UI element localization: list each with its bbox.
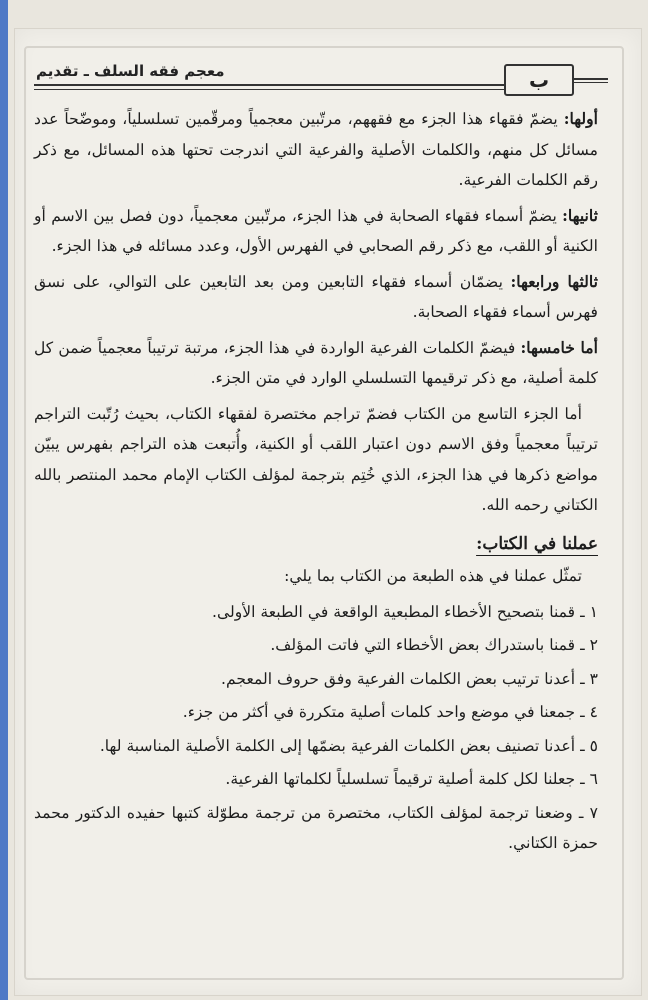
list-item: ٦ ـ جعلنا لكل كلمة أصلية ترقيماً تسلسلياً لكلماتها الفرعية. — [225, 770, 598, 788]
page-number: ب — [504, 64, 574, 96]
paragraph-text: فيضمّ الكلمات الفرعية الواردة في هذا الجزء، مرتبة ترتيباً معجمياً ضمن كل كلمة أصلية، مع ذكر ترقيمها التسلسلي الوارد في متن الجزء. — [34, 338, 598, 387]
section-heading: عملنا في الكتاب: — [476, 533, 598, 554]
section-intro: تمثّل عملنا في هذه الطبعة من الكتاب بما يلي: — [284, 567, 582, 585]
list-item: ٤ ـ جمعنا في موضع واحد كلمات أصلية متكررة في أكثر من جزء. — [182, 703, 598, 721]
paragraph-lead: ثانيها: — [562, 205, 598, 225]
paragraph-text: يضمّ فقهاء هذا الجزء مع فقههم، مرتّبين معجمياً ومرقّمين تسلسلياً، وموضّحاً عدد مسائل كل منهم، والكلمات الأصلية والفرعية التي اندرجت تحتها هذه المسائل، مع ذكر رقم الكلمات الفرعية. — [34, 110, 598, 189]
list-item: ٢ ـ قمنا باستدراك بعض الأخطاء التي فاتت المؤلف. — [270, 636, 598, 654]
paragraph-index-3-4 — [34, 267, 598, 328]
paragraph-lead: ثالثها ورابعها: — [510, 271, 598, 291]
list-item: ٥ ـ أعدنا تصنيف بعض الكلمات الفرعية بضمّها إلى الكلمة الأصلية المناسبة لها. — [99, 736, 598, 755]
paragraph-part-nine — [34, 399, 598, 521]
page-body — [34, 104, 598, 862]
paragraph-text: يضمّان أسماء فقهاء التابعين ومن بعد التابعين على التوالي، على نسق فهرس أسماء فقهاء الصحابة. — [34, 272, 598, 321]
list-item: ٧ ـ وضعنا ترجمة لمؤلف الكتاب، مختصرة من ترجمة مطوّلة كتبها حفيده الدكتور محمد حمزة الكتاني. — [34, 803, 598, 852]
header-ornament — [572, 78, 608, 83]
paragraph-index-1 — [34, 104, 598, 196]
running-title: معجم فقه السلف ـ تقديم — [36, 62, 225, 80]
work-list — [34, 597, 598, 859]
paragraph-index-2 — [34, 201, 598, 262]
list-item: ١ ـ قمنا بتصحيح الأخطاء المطبعية الواقعة في الطبعة الأولى. — [211, 602, 598, 621]
paragraph-text: أما الجزء التاسع من الكتاب فضمّ تراجم مختصرة لفقهاء الكتاب، بحيث رُتّبت التراجم ترتيباً معجمياً وفق الاسم دون اعتبار اللقب أو الكنية، وأُتبعت هذه التراجم بفهرس يبيّن مواضع ذكرها في هذا الجزء، الذي خُتِم بترجمة لمؤلف الكتاب الإمام محمد المنتصر بالله الكتاني رحمه الله. — [34, 404, 598, 514]
paragraph-lead: أما خامسها: — [520, 337, 598, 357]
book-edge — [0, 0, 8, 1000]
page-header — [24, 58, 620, 98]
header-rule — [34, 84, 504, 90]
paragraph-index-5 — [34, 333, 598, 394]
list-item: ٣ ـ أعدنا ترتيب بعض الكلمات الفرعية وفق حروف المعجم. — [221, 669, 598, 688]
paragraph-lead: أولها: — [563, 109, 598, 128]
paragraph-text: يضمّ أسماء فقهاء الصحابة في هذا الجزء، مرتّبين معجمياً، دون فصل بين الاسم أو الكنية أو اللقب، مع ذكر رقم الصحابي في الفهرس الأول، وعدد مسائله في هذا الجزء. — [34, 206, 598, 255]
